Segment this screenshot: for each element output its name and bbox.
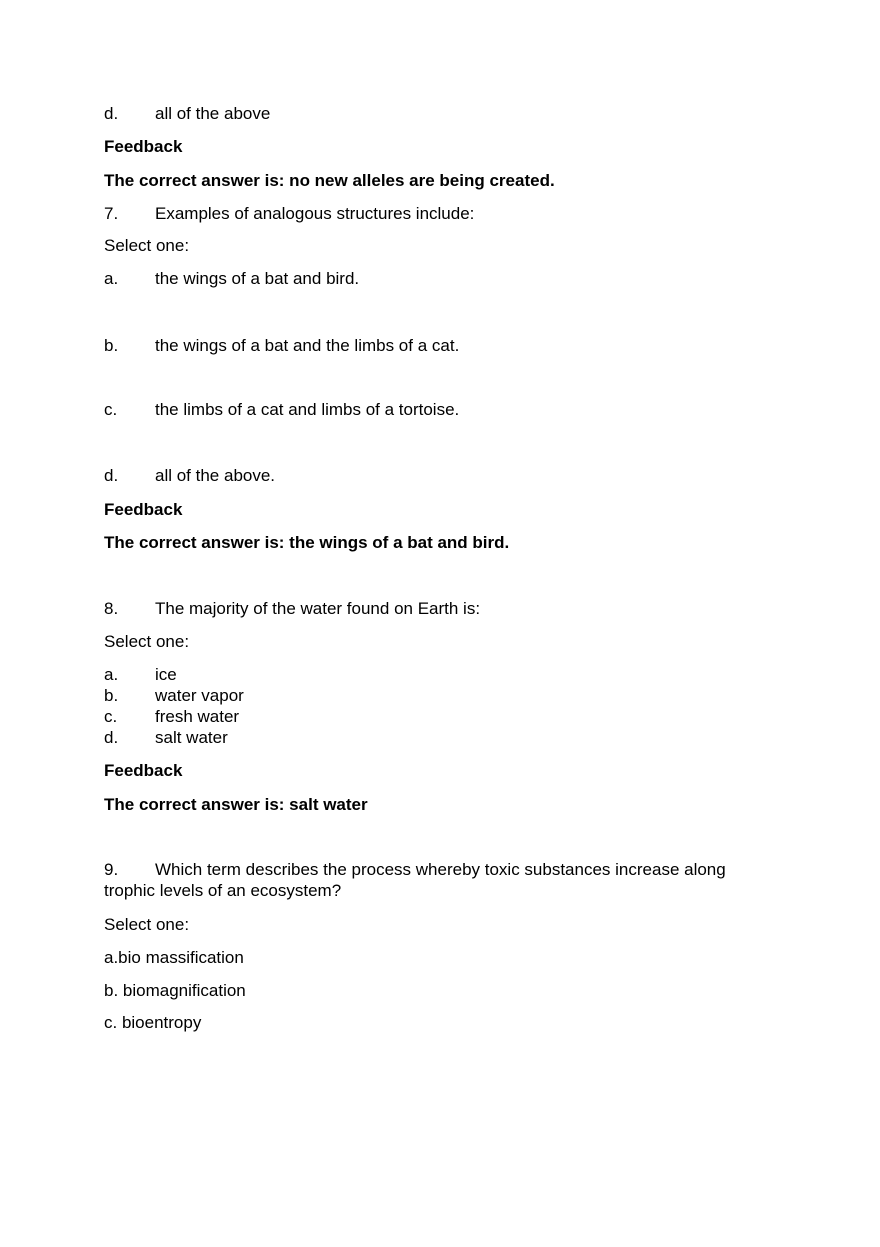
q7-option-c	[104, 399, 459, 420]
option-text: all of the above	[155, 104, 271, 123]
option-text: fresh water	[155, 707, 240, 726]
question-text: Examples of analogous structures include:	[155, 204, 475, 223]
q8-option-d	[104, 727, 228, 748]
question-number: 9.	[104, 860, 119, 879]
q8-option-c	[104, 706, 239, 727]
q7-select-one: Select one:	[104, 236, 190, 255]
q6-option-d	[104, 103, 270, 124]
q8-correct-answer: The correct answer is: salt water	[104, 795, 368, 814]
q7-option-b	[104, 335, 459, 356]
q6-feedback-heading: Feedback	[104, 137, 183, 156]
question-number: 8.	[104, 599, 119, 618]
q8-feedback-heading: Feedback	[104, 761, 183, 780]
option-text: all of the above.	[155, 466, 276, 485]
option-label: a.	[104, 665, 119, 684]
option-label: a.	[104, 269, 119, 288]
option-label: d.	[104, 728, 119, 747]
q9-option-b: b. biomagnification	[104, 981, 246, 1000]
q9-option-c: c. bioentropy	[104, 1013, 202, 1032]
q8-option-b	[104, 685, 244, 706]
question-text: The majority of the water found on Earth is:	[155, 599, 481, 618]
question-text: Which term describes the process whereby toxic substances increase along trophic levels of an ecosystem?	[104, 860, 726, 900]
option-label: c.	[104, 400, 118, 419]
q7-option-d	[104, 465, 275, 486]
option-label: b.	[104, 686, 119, 705]
q8-select-one: Select one:	[104, 632, 190, 651]
option-text: water vapor	[155, 686, 244, 705]
q8-question	[104, 598, 480, 619]
option-label: d.	[104, 104, 119, 123]
q9-option-a: a.bio massification	[104, 948, 244, 967]
q8-option-a	[104, 664, 177, 685]
option-label: d.	[104, 466, 119, 485]
option-text: the wings of a bat and bird.	[155, 269, 360, 288]
q7-correct-answer: The correct answer is: the wings of a bat and bird.	[104, 533, 510, 552]
option-text: ice	[155, 665, 177, 684]
q9-select-one: Select one:	[104, 915, 190, 934]
option-label: c.	[104, 707, 118, 726]
q7-question	[104, 203, 474, 224]
option-text: salt water	[155, 728, 228, 747]
option-text: the limbs of a cat and limbs of a tortoise.	[155, 400, 460, 419]
q7-option-a	[104, 268, 359, 289]
q7-feedback-heading: Feedback	[104, 500, 183, 519]
option-text: the wings of a bat and the limbs of a cat.	[155, 336, 460, 355]
q9-question	[104, 859, 754, 901]
option-label: b.	[104, 336, 119, 355]
question-number: 7.	[104, 204, 119, 223]
q6-correct-answer: The correct answer is: no new alleles are being created.	[104, 171, 555, 190]
